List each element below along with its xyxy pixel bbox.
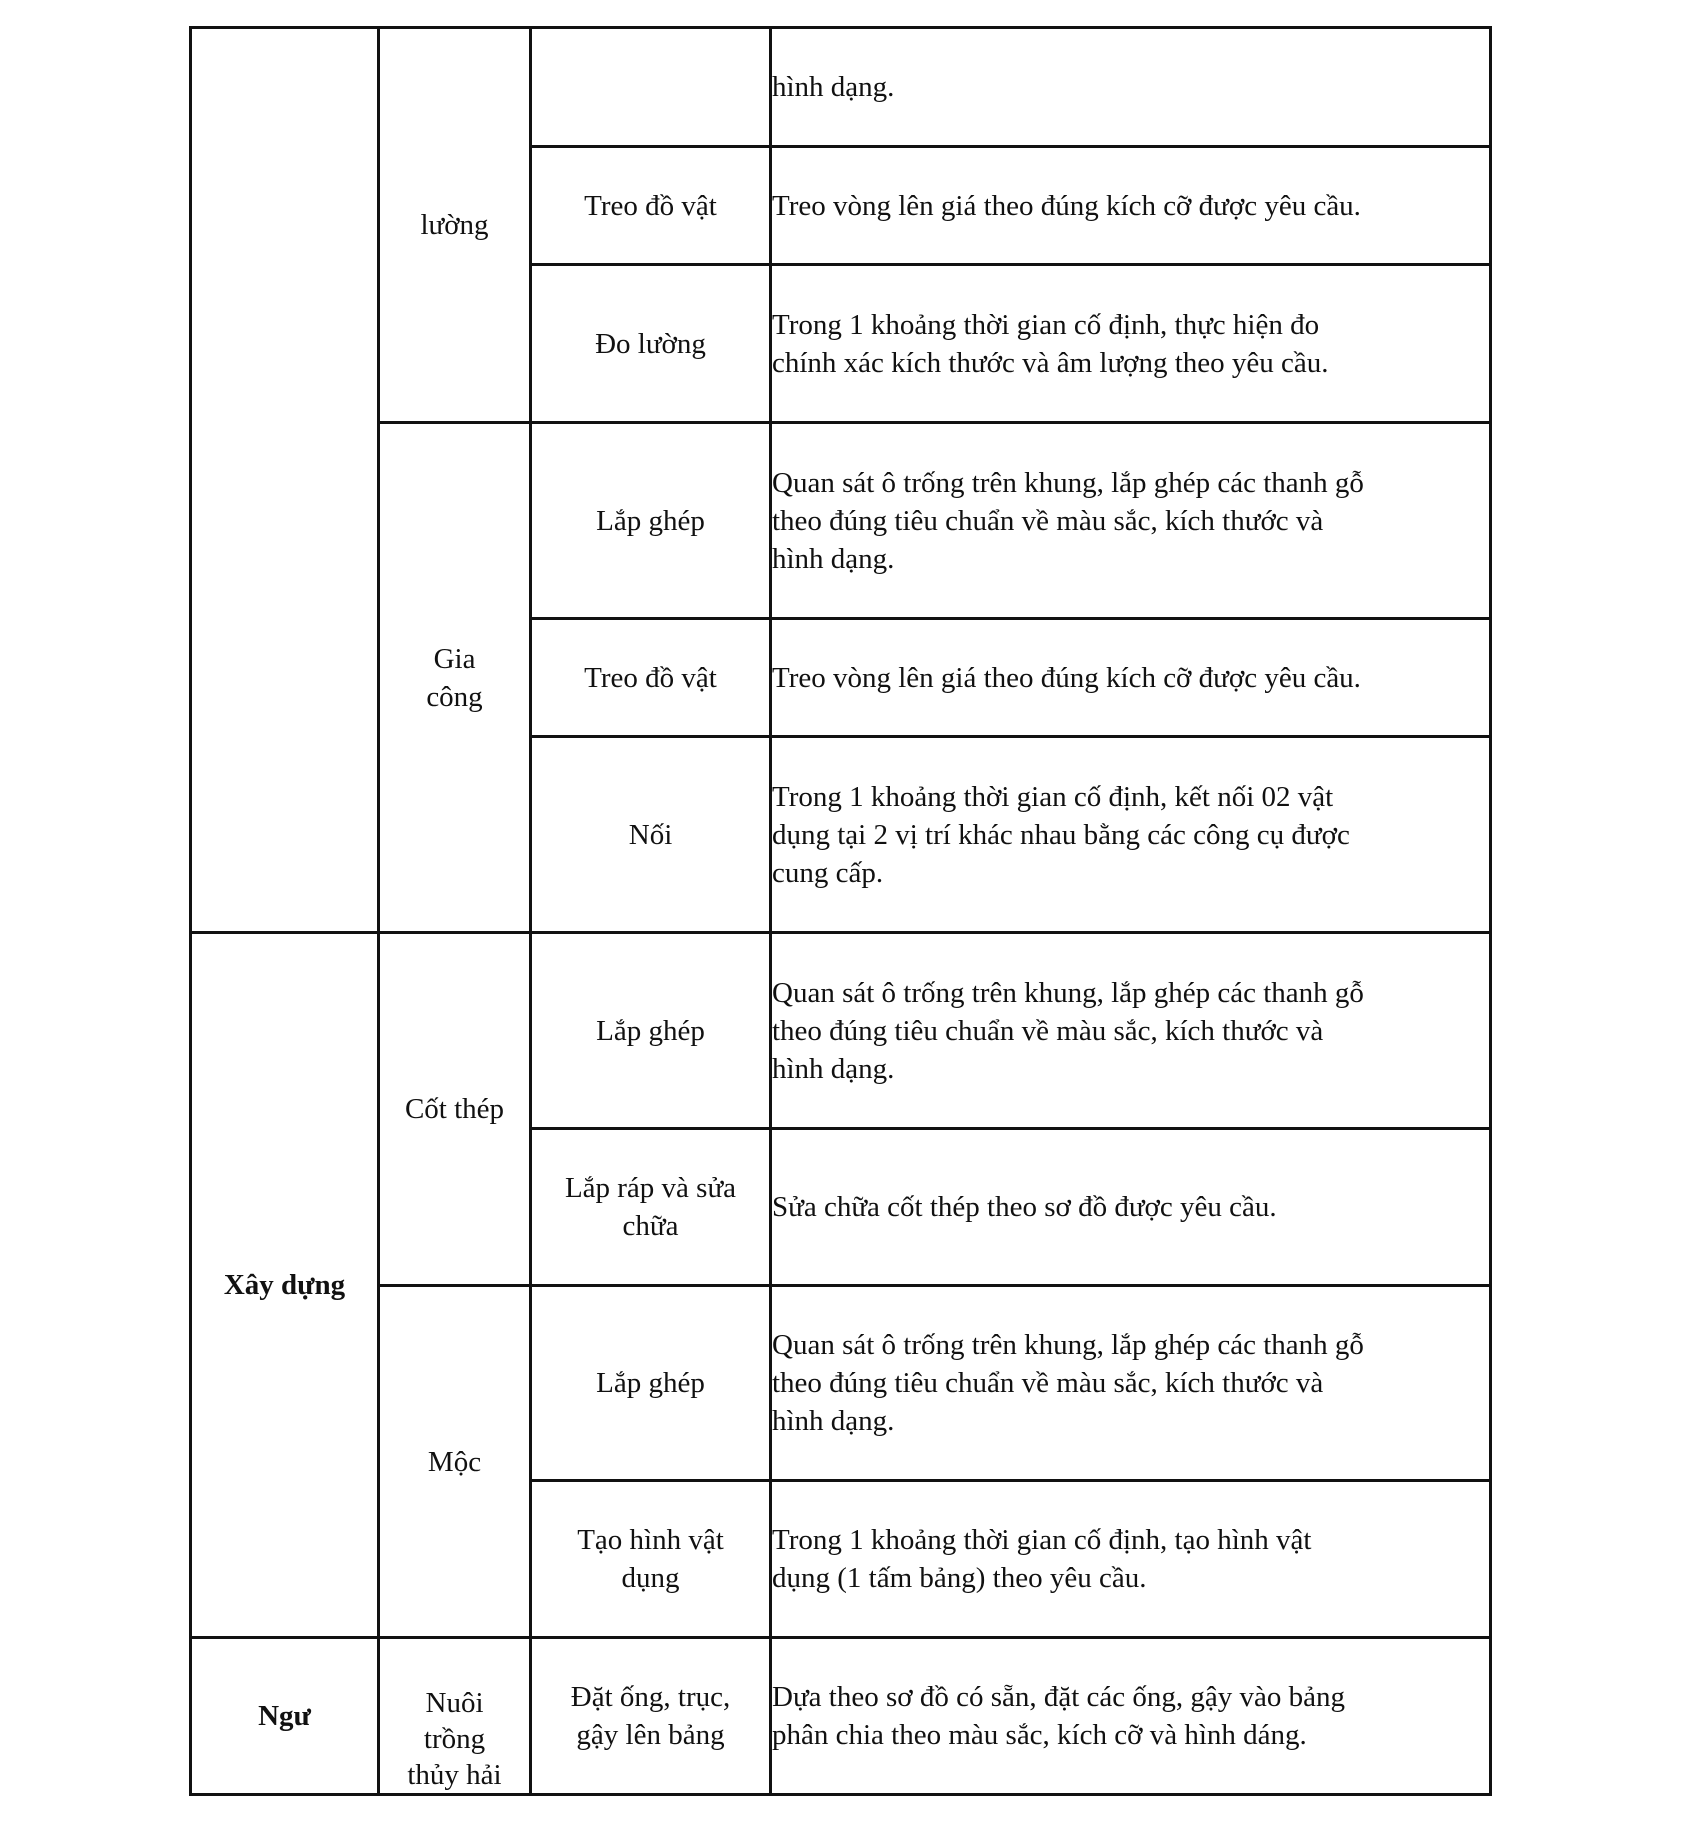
table-row: [191, 933, 1491, 1129]
subgroup-cell: [379, 933, 531, 1286]
task-label-line: Tạo hình vật: [577, 1524, 724, 1556]
task-cell: [531, 737, 771, 933]
description-cell: [771, 619, 1491, 737]
description-cell: [771, 1481, 1491, 1638]
task-cell: [531, 1129, 771, 1286]
subgroup-label: Mộc: [427, 1445, 482, 1478]
description-line: hình dạng.: [772, 1405, 895, 1437]
task-label-line: dụng: [621, 1562, 680, 1594]
description-cell: [771, 423, 1491, 619]
task-label-line: gậy lên bảng: [576, 1719, 725, 1751]
task-cell: [531, 933, 771, 1129]
subgroup-label-line: trồng: [423, 1723, 486, 1755]
description-line: Trong 1 khoảng thời gian cố định, thực hiện đo: [772, 308, 1320, 341]
description-cell: [771, 1129, 1491, 1286]
description-line: dụng (1 tấm bảng) theo yêu cầu.: [772, 1562, 1147, 1594]
description-line: hình dạng.: [772, 542, 895, 575]
subgroup-label: Cốt thép: [404, 1093, 505, 1125]
task-label: Nối: [628, 818, 673, 851]
task-label: Đo lường: [595, 327, 706, 360]
task-label: Lắp ghép: [596, 1367, 705, 1399]
subgroup-label: lường: [420, 209, 489, 241]
subgroup-cell: [379, 1286, 531, 1638]
sector-cell: [191, 933, 379, 1638]
description-cell: [771, 265, 1491, 423]
task-cell: [531, 265, 771, 423]
description-line: hình dạng.: [772, 1052, 895, 1085]
task-label: Treo đồ vật: [584, 189, 717, 222]
subgroup-label-line: Gia: [433, 642, 476, 675]
subgroup-cell: [379, 1638, 531, 1795]
sector-cell: [191, 28, 379, 933]
table-row: [191, 423, 1491, 619]
table-row: [191, 1286, 1491, 1481]
task-label-line: chữa: [622, 1210, 679, 1242]
description-cell: [771, 28, 1491, 147]
description-line: dụng tại 2 vị trí khác nhau bằng các công cụ được: [772, 818, 1350, 851]
task-label: Lắp ghép: [596, 504, 705, 537]
description-line: cung cấp.: [772, 856, 884, 889]
task-cell: [531, 423, 771, 619]
subgroup-label-line: thủy hải: [407, 1759, 502, 1791]
sector-cell: [191, 1638, 379, 1795]
task-cell: [531, 1286, 771, 1481]
table-row: [191, 28, 1491, 147]
description-line: theo đúng tiêu chuẩn về màu sắc, kích thước và: [772, 1014, 1324, 1047]
description-cell: [771, 1638, 1491, 1795]
description-line: Quan sát ô trống trên khung, lắp ghép các thanh gỗ: [772, 976, 1364, 1009]
description-cell: [771, 737, 1491, 933]
description-text: hình dạng.: [772, 71, 895, 103]
task-cell: [531, 619, 771, 737]
description-cell: [771, 1286, 1491, 1481]
task-label-line: Đặt ống, trục,: [570, 1681, 731, 1713]
table-row: [191, 1638, 1491, 1795]
sector-label: Ngư: [258, 1700, 311, 1732]
task-cell: [531, 28, 771, 147]
subgroup-cell: [379, 423, 531, 933]
task-cell: [531, 1638, 771, 1795]
description-line: Quan sát ô trống trên khung, lắp ghép các thanh gỗ: [772, 1329, 1364, 1361]
description-line: Trong 1 khoảng thời gian cố định, tạo hình vật: [772, 1524, 1312, 1556]
description-line: Dựa theo sơ đồ có sẵn, đặt các ống, gậy vào bảng: [772, 1681, 1346, 1713]
description-text: Sửa chữa cốt thép theo sơ đồ được yêu cầu.: [772, 1191, 1277, 1223]
description-text: Treo vòng lên giá theo đúng kích cỡ được yêu cầu.: [772, 189, 1361, 222]
task-cell: [531, 147, 771, 265]
task-label: Lắp ghép: [596, 1014, 705, 1047]
task-label: Treo đồ vật: [584, 661, 717, 694]
task-cell: [531, 1481, 771, 1638]
task-label-line: Lắp ráp và sửa: [564, 1172, 737, 1204]
description-line: Trong 1 khoảng thời gian cố định, kết nối 02 vật: [772, 780, 1334, 813]
description-cell: [771, 933, 1491, 1129]
description-cell: [771, 147, 1491, 265]
description-line: phân chia theo màu sắc, kích cỡ và hình dáng.: [772, 1719, 1307, 1751]
skills-table: [189, 26, 1492, 1796]
sector-label: Xây dựng: [223, 1269, 346, 1301]
subgroup-label-line: Nuôi: [425, 1687, 484, 1719]
description-line: theo đúng tiêu chuẩn về màu sắc, kích thước và: [772, 1367, 1324, 1399]
subgroup-cell: [379, 28, 531, 423]
description-line: chính xác kích thước và âm lượng theo yêu cầu.: [772, 346, 1329, 379]
description-line: theo đúng tiêu chuẩn về màu sắc, kích thước và: [772, 504, 1324, 537]
subgroup-label-line: công: [426, 680, 483, 713]
description-line: Quan sát ô trống trên khung, lắp ghép các thanh gỗ: [772, 466, 1364, 499]
description-text: Treo vòng lên giá theo đúng kích cỡ được yêu cầu.: [772, 661, 1361, 694]
